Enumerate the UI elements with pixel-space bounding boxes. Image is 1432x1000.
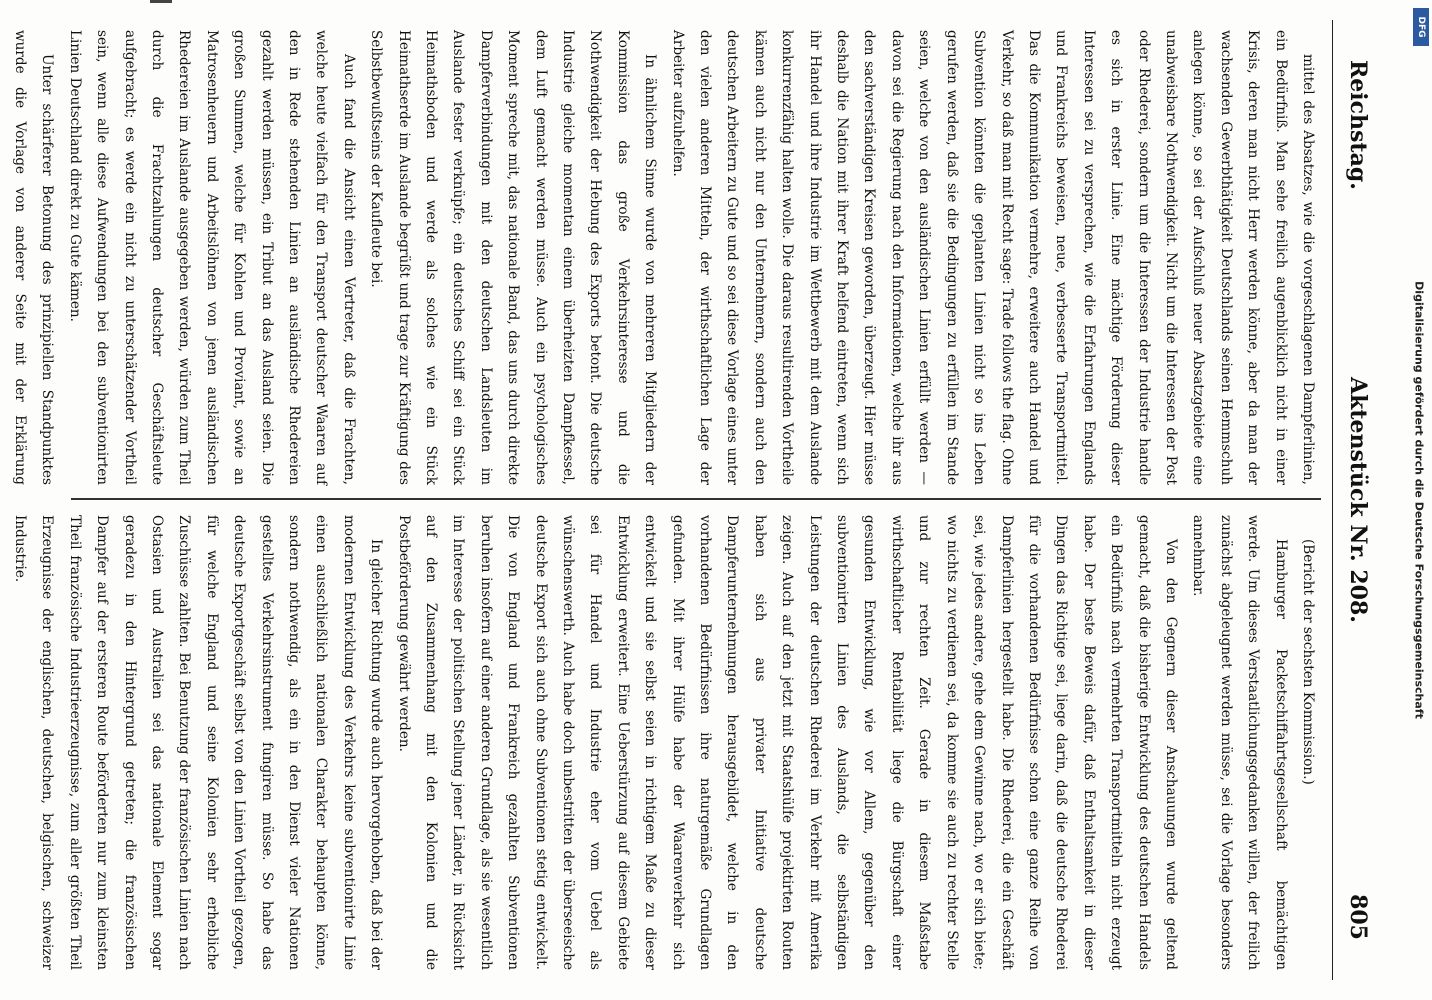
header-document-number: Aktenstück Nr. 208.: [1345, 377, 1371, 623]
scan-edge-mark: [150, 0, 172, 3]
digitization-note-text: Digitalisierung gefördert durch die Deutsche Forschungsgemeinschaft: [1412, 281, 1426, 719]
digitization-note: [1410, 10, 1428, 990]
left-column: [11, 30, 1321, 485]
left-paragraph: mittel des Absatzes, wie die vorgeschlagenen Dampferlinien, ein Bedürfniß. Man sehe freilich augenblicklich nicht in einer Krisis, deren man nicht Herr werden könne, aber da man der wachsenden Gewerbthätigkeit Deutschlands seinen Hemmschuh anlegen könne, so sei der Aufschluß neuer Absatzgebiete eine unabweisbare Nothwendigkeit. Nicht um die Interessen der Post oder Rhederei, sondern um die Interessen der Industrie handle es sich in erster Linie. Eine mächtige Förderung dieser Interessen sei zu versprechen, wie die Erfahrungen Englands und Frankreichs beweisen, neue, verbesserte Transportmittel. Das die Kommunikation vermehre, erweitere auch Handel und Verkehr, so daß man mit Recht sage: Trade follows the flag. Ohne Subvention könnten die geplanten Linien nicht so ins Leben gerufen werden, daß sie die Bedingungen zu erfüllen im Stande seien, welche von den ausländischen Linien erfüllt werden — davon sei die Regierung nach den Informationen, welche ihr aus den sachverständigen Kreisen geworden, überzeugt. Hier müsse deshalb die Nation mit ihrer Kraft helfend eintreten, wenn sich ihr Handel und ihre Industrie im Wettbewerb mit dem Auslande konkurrenzfähig halten wolle. Die daraus resultirenden Vortheile kämen auch nicht nur den Unternehmern, sondern auch den deutschen Arbeitern zu Gute und so sei diese Vorlage eines unter den vielen anderen Mitteln, der wirthschaftlichen Lage der Arbeiter aufzuhelfen.: [669, 30, 1316, 485]
right-column: [11, 515, 1321, 970]
left-paragraph: Auch fand die Ansicht einen Vertreter, daß die Frachten, welche heute vielfach für den Transport deutscher Waaren auf den in Rede stehenden Linien an ausländische Rhedereien gezahlt werden müssen, ein Tribut an das Ausland seien. Die großen Summen, welche für Kohlen und Proviant, sowie an Matrosenheuern und Arbeitslöhnen von jenen ausländischen Rhedereien im Auslande ausgegeben werden, würden zum Theil durch die Frachtzahlungen deutscher Geschäftsleute aufgebracht; es werde ein nicht zu unterschätzender Vortheil sein, wenn alle diese Aufwendungen bei den subventionirten Linien Deutschland direkt zu Gute kämen.: [66, 30, 357, 485]
header-commission: (Bericht der sechsten Kommission.): [1300, 539, 1316, 785]
column-divider: [71, 498, 1321, 500]
header-reichstag: Reichstag.: [1345, 60, 1371, 190]
rotated-page: [11, 20, 1381, 980]
right-subheader: [1294, 515, 1321, 970]
left-paragraph: Unter schärferer Betonung des prinzipiellen Standpunktes wurde die Vorlage von anderer Seite mit der Erklärung: [11, 30, 56, 485]
dfg-logo: DFG: [1413, 8, 1429, 46]
header-page-number: 805: [1345, 894, 1371, 940]
right-paragraph: Von den Gegnern dieser Anschauungen wurde geltend gemacht, daß die bisherige Entwicklung des deutschen Handels ein Bedürfniß nach vermehrten Transportmitteln nicht erzeugt habe. Der beste Beweis dafür, daß Enthaltsamkeit in dieser Dingen das Richtige sei, liege darin, daß die deutsche Rhederei für die vorhandenen Bedürfnisse schon eine ganze Reihe von Dampferlinien hergestellt habe. Die Rhederei, die ein Geschäft sei, wie jedes andere, gehe dem Gewinne nach, wo er sich biete; wo nichts zu verdienen sei, da komme sie auch zu rechter Stelle und zur rechten Zeit. Gerade in diesem Maßstabe wirthschaftlicher Rentabilität liege die Bürgschaft einer gesunden Entwicklung, wie vor Allem, gegenüber den subventionirten Linien des Auslands, die selbständigen Leistungen der deutschen Rhederei im Verkehr mit Amerika zeigen. Auch auf den jetzt mit Staatshülfe projektirten Routen haben sich aus privater Initiative deutsche Dampferunternehmungen herausgebildet, welche in den vorhandenen Bedürfnissen ihre naturgemäße Grundlagen gefunden. Mit ihrer Hülfe habe der Waarenverkehr sich entwickelt und sie selbst seien in richtigem Maße zu dieser Entwicklung erweitert. Eine Ueberstürzung auf diesem Gebiete sei für Handel und Industrie eher vom Uebel als wünschenswerth. Auch habe doch unbestritten der überseeische deutsche Export sich auch ohne Subventionen stetig entwickelt. Die von England und Frankreich gezahlten Subventionen beruhen insofern auf einer anderen Grundlage, als sie wesentlich im Interesse der politischen Stellung jener Länder, in Rücksicht auf den Zusammenhang mit den Kolonien und die Postbeförderung gewährt werden.: [395, 515, 1179, 970]
page-header: [1332, 20, 1381, 980]
left-paragraph: In ähnlichem Sinne wurde von mehreren Mitgliedern der Kommission das große Verkehrsinteresse und die Nothwendigkeit der Hebung des Exports betont. Die deutsche Industrie gleiche momentan einem überheizten Dampfkessel, dem Luft gemacht werden müsse. Auch ein psychologisches Moment spreche mit, das nationale Band, das uns durch direkte Dampferverbindungen mit den deutschen Landsleuten im Auslande fester verknüpfe; ein deutsches Schiff sei ein Stück Heimathsboden und werde als solches wie ein Stück Heimathserde im Auslande begrüßt und trage zur Kräftigung des Selbstbewußtseins der Kaufleute bei.: [368, 30, 659, 485]
right-paragraph: Hamburger Packetschiffahrtsgesellschaft bemächtigen werde. Um dieses Verstaatlichungsgedanken willen, der freilich zunächst abgeleugnet werden müsse, sei die Vorlage besonders annehmbar.: [1190, 515, 1289, 970]
right-paragraph: In gleicher Richtung wurde auch hervorgehoben, daß bei der modernen Entwicklung des Verkehrs keine subventionirte Linie einen ausschließlich nationalen Charakter behaupten könne, sondern nothwendig, als ein in den Dienst vieler Nationen gestelltes Verkehrsinstrument fungiren müsse. So habe das deutsche Exportgeschäft selbst von den Linien Vortheil gezogen, für welche England und seine Kolonien sehr erhebliche Zuschüsse zahlten. Bei Benutzung der französischen Linien nach Ostasien und Australien sei das nationale Element sogar geradezu in den Hintergrund getreten; die französischen Dampfer auf der ersteren Route beförderten nur zum kleinsten Theil französische Industrieerzeugnisse, zum aller größten Theil Erzeugnisse der englischen, deutschen, belgischen, schweizer Industrie.: [11, 515, 385, 970]
right-paragraph: [0, 515, 6, 970]
